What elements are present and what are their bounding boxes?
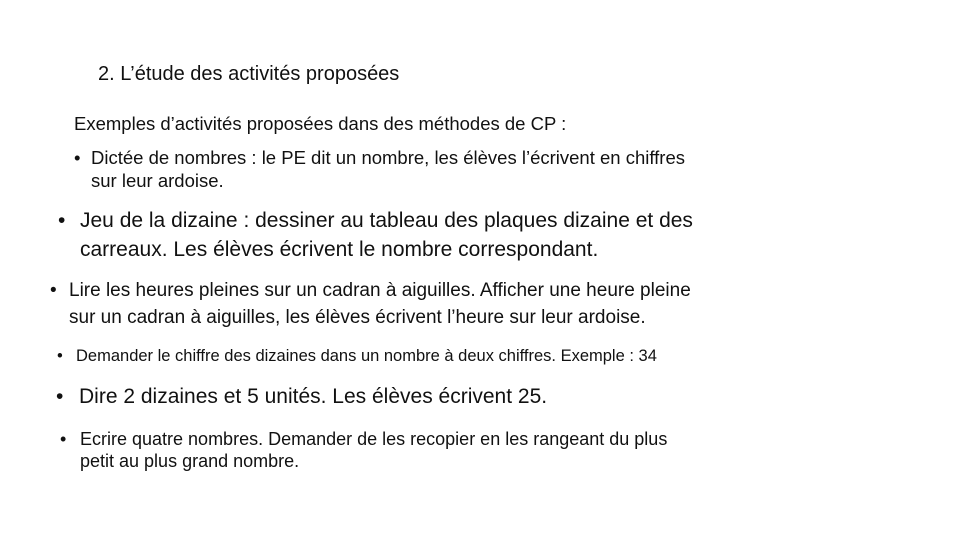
bullet-text-line: Jeu de la dizaine : dessiner au tableau des plaques dizaine et des — [80, 209, 693, 232]
bullet-icon: • — [60, 429, 67, 449]
bullet-icon: • — [58, 209, 66, 232]
bullet-item-heures — [50, 277, 691, 331]
bullet-item-jeu-dizaine — [58, 206, 693, 264]
bullet-item-ranger-nombres — [60, 428, 667, 472]
bullet-text-line: carreaux. Les élèves écrivent le nombre correspondant. — [80, 238, 599, 261]
bullet-text-line: sur leur ardoise. — [91, 170, 224, 191]
bullet-icon: • — [50, 280, 57, 301]
bullet-text-line: Demander le chiffre des dizaines dans un nombre à deux chiffres. Exemple : 34 — [76, 347, 657, 365]
bullet-icon: • — [56, 385, 64, 408]
bullet-text-line: Dictée de nombres : le PE dit un nombre, les élèves l’écrivent en chiffres — [91, 147, 686, 168]
slide-title: 2. L’étude des activités proposées — [98, 63, 400, 85]
bullet-item-chiffre-dizaines — [57, 344, 657, 368]
bullet-icon: • — [57, 347, 63, 365]
bullet-text-line: Dire 2 dizaines et 5 unités. Les élèves écrivent 25. — [79, 385, 548, 408]
bullet-icon: • — [74, 147, 81, 168]
bullet-item-dictee — [74, 146, 685, 192]
bullet-text-line: Lire les heures pleines sur un cadran à aiguilles. Afficher une heure pleine — [69, 280, 691, 301]
bullet-text-line: petit au plus grand nombre. — [80, 451, 300, 471]
bullet-text-line: Ecrire quatre nombres. Demander de les recopier en les rangeant du plus — [80, 429, 668, 449]
intro-text: Exemples d’activités proposées dans des méthodes de CP : — [74, 113, 567, 134]
bullet-text-line: sur un cadran à aiguilles, les élèves écrivent l’heure sur leur ardoise. — [69, 307, 646, 328]
bullet-item-dizaines-unites — [56, 382, 547, 412]
